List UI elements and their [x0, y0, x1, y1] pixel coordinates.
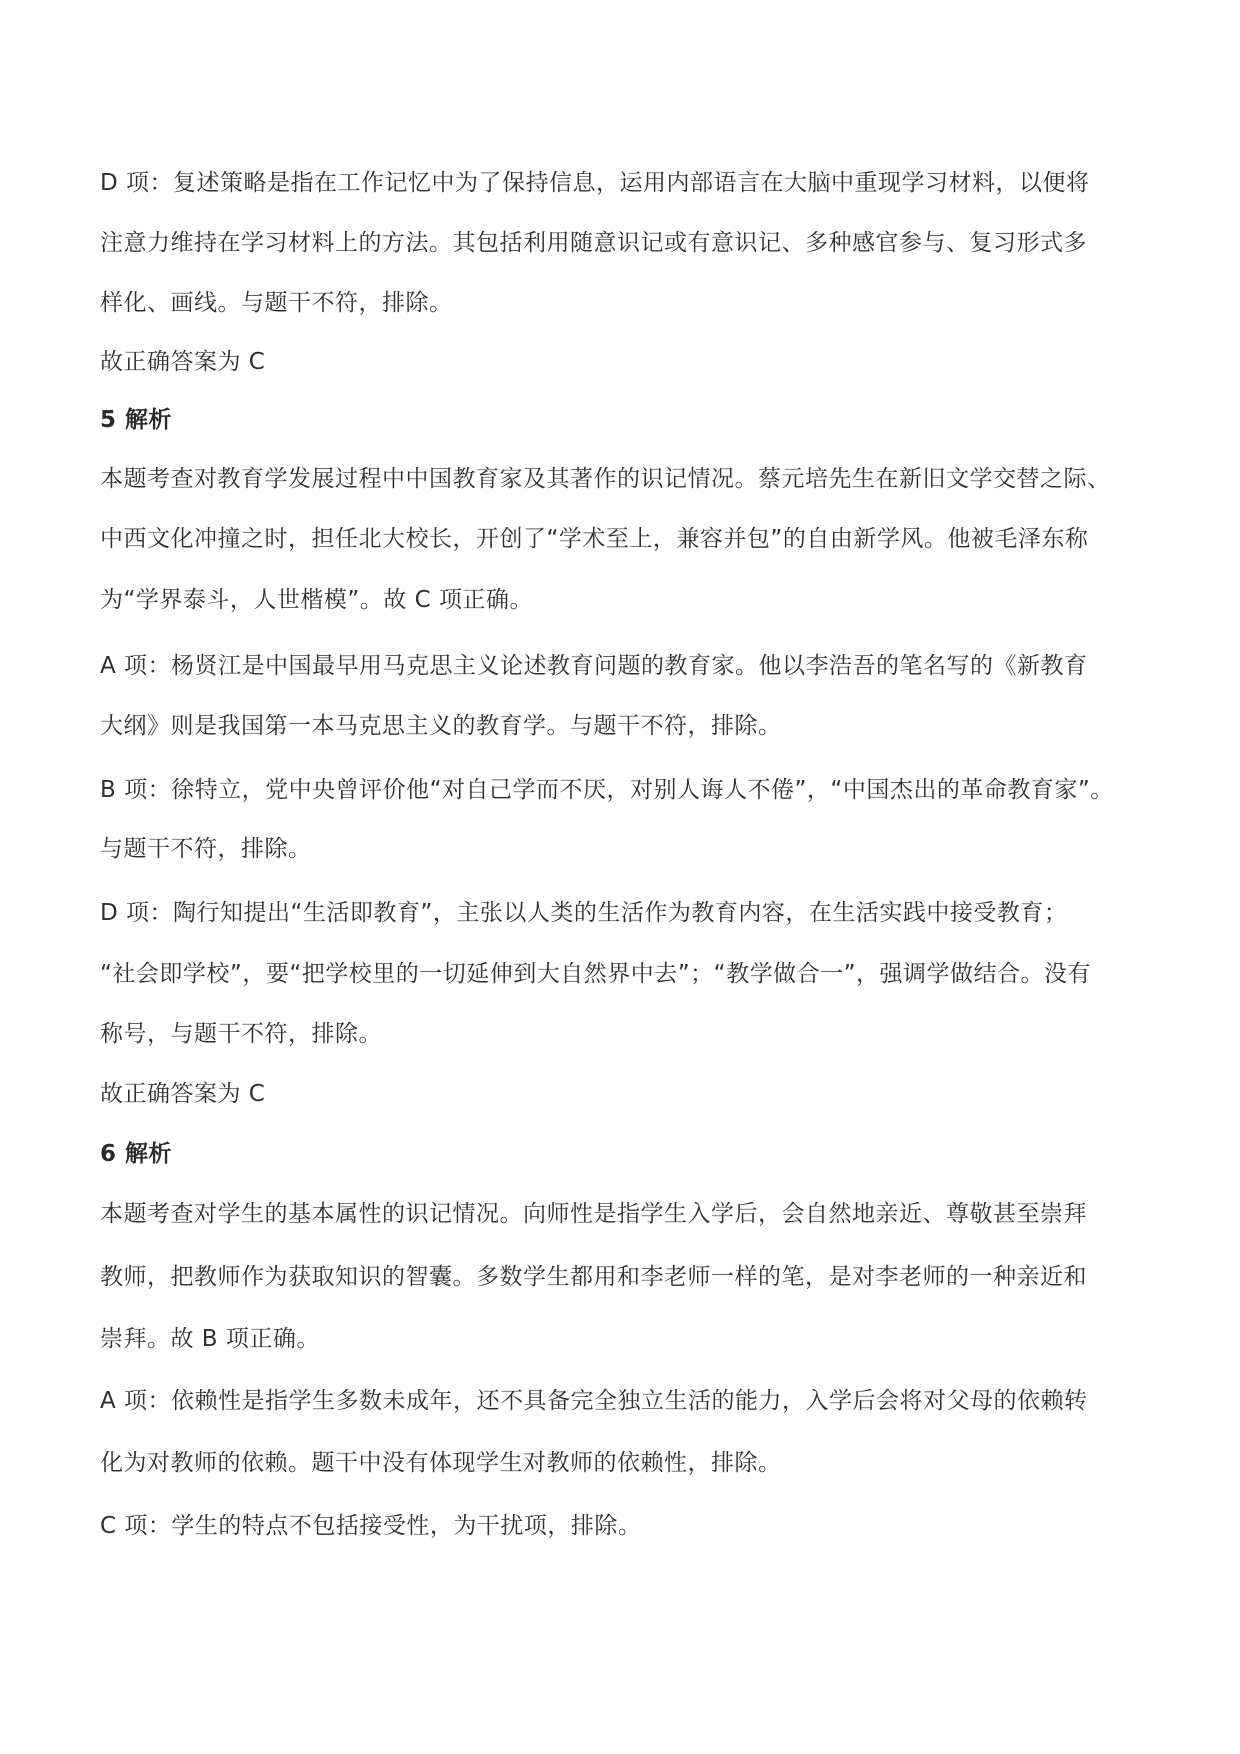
paragraph-line: 本题考查对学生的基本属性的识记情况。向师性是指学生入学后，会自然地亲近、尊敬甚至崇拜 — [100, 1201, 1087, 1227]
paragraph-line: 与题干不符，排除。 — [100, 836, 312, 862]
paragraph-line: A 项：依赖性是指学生多数未成年，还不具备完全独立生活的能力，入学后会将对父母的依赖转 — [100, 1388, 1088, 1414]
paragraph-line: “社会即学校”，要“把学校里的一切延伸到大自然界中去”；“教学做合一”，强调学做结合。没有 — [100, 961, 1091, 987]
answer-line: 故正确答案为 C — [100, 349, 266, 375]
paragraph-line: 教师，把教师作为获取知识的智囊。多数学生都用和李老师一样的笔，是对李老师的一种亲近和 — [100, 1264, 1087, 1290]
paragraph-line: D 项：复述策略是指在工作记忆中为了保持信息，运用内部语言在大脑中重现学习材料，以便将 — [100, 170, 1090, 196]
paragraph-line: 崇拜。故 B 项正确。 — [100, 1326, 320, 1352]
answer-line: 故正确答案为 C — [100, 1081, 266, 1107]
paragraph-line: A 项：杨贤江是中国最早用马克思主义论述教育问题的教育家。他以李浩吾的笔名写的《新教育 — [100, 653, 1088, 679]
paragraph-line: 称号，与题干不符，排除。 — [100, 1021, 382, 1047]
paragraph-line: 为“学界泰斗，人世楷模”。故 C 项正确。 — [100, 587, 534, 613]
paragraph-line: 本题考查对教育学发展过程中中国教育家及其著作的识记情况。蔡元培先生在新旧文学交替之际、 — [100, 466, 1111, 492]
paragraph-line: 大纲》则是我国第一本马克思主义的教育学。与题干不符，排除。 — [100, 713, 782, 739]
paragraph-line: 注意力维持在学习材料上的方法。其包括利用随意识记或有意识记、多种感官参与、复习形式多 — [100, 230, 1087, 256]
paragraph-line: B 项：徐特立，党中央曾评价他“对自己学而不厌，对别人诲人不倦”，“中国杰出的革命教育家”。 — [100, 777, 1114, 803]
paragraph-line: 样化、画线。与题干不符，排除。 — [100, 290, 453, 316]
paragraph-line: 中西文化冲撞之时，担任北大校长，开创了“学术至上，兼容并包”的自由新学风。他被毛泽东称 — [100, 526, 1089, 552]
section-heading: 5 解析 — [100, 407, 173, 433]
paragraph-line: D 项：陶行知提出“生活即教育”，主张以人类的生活作为教育内容，在生活实践中接受教育； — [100, 900, 1068, 926]
section-heading: 6 解析 — [100, 1141, 173, 1167]
paragraph-line: 化为对教师的依赖。题干中没有体现学生对教师的依赖性，排除。 — [100, 1450, 782, 1476]
paragraph-line: C 项：学生的特点不包括接受性，为干扰项，排除。 — [100, 1513, 642, 1539]
